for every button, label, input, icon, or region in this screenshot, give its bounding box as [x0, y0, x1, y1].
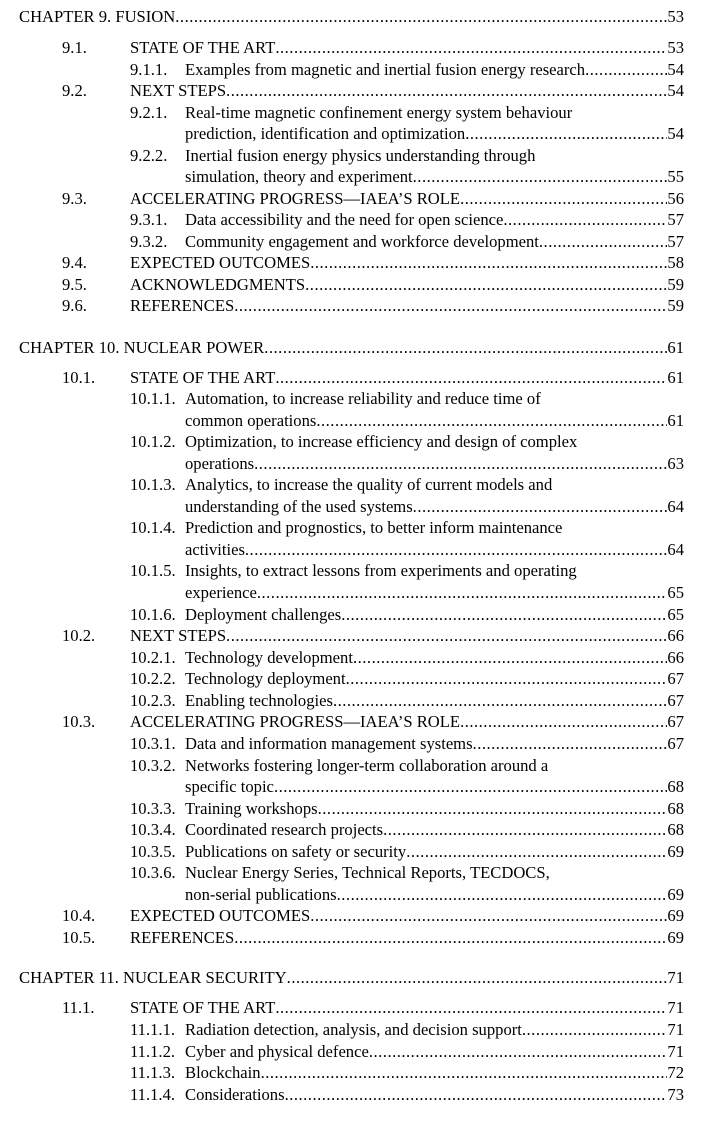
toc-entry-title: Insights, to extract lessons from experiments and operating	[185, 561, 577, 580]
toc-leader-dots	[234, 295, 667, 317]
toc-entry-title: ACCELERATING PROGRESS—IAEA’S ROLE	[130, 189, 461, 208]
toc-leader-dots	[413, 496, 668, 518]
toc-section-number: 10.2.3.	[130, 691, 176, 710]
toc-leader-dots	[261, 1062, 668, 1084]
toc-section-number: 10.1.1.	[130, 389, 176, 408]
toc-leader-dots	[226, 80, 667, 102]
toc-section-number: 11.1.2.	[130, 1042, 176, 1061]
toc-page-number: 68	[667, 777, 684, 796]
toc-entry[interactable]	[130, 927, 684, 949]
toc-page-number: 57	[667, 232, 684, 251]
toc-entry-title: experience	[185, 583, 257, 602]
toc-entry[interactable]	[185, 582, 684, 604]
toc-entry-title: ACKNOWLEDGMENTS	[130, 275, 306, 294]
toc-leader-dots	[473, 733, 668, 755]
toc-leader-dots	[275, 997, 667, 1019]
toc-entry-title: CHAPTER 11. NUCLEAR SECURITY	[19, 968, 287, 987]
toc-entry-title: REFERENCES	[130, 928, 235, 947]
toc-section-number: 10.3.1.	[130, 734, 176, 753]
toc-page-number: 67	[667, 669, 684, 688]
toc-entry[interactable]	[130, 252, 684, 274]
toc-leader-dots	[275, 367, 667, 389]
toc-page-number: 59	[667, 296, 684, 315]
toc-entry[interactable]	[185, 647, 684, 669]
toc-entry[interactable]	[130, 80, 684, 102]
toc-section-number: 10.3.3.	[130, 799, 176, 818]
toc-section-number: 9.3.2.	[130, 232, 168, 251]
toc-section-number: 9.2.2.	[130, 146, 168, 165]
toc-leader-dots	[539, 231, 668, 253]
toc-section-number: 10.3.5.	[130, 842, 176, 861]
toc-entry-title: CHAPTER 10. NUCLEAR POWER	[19, 338, 265, 357]
toc-page-number: 65	[667, 605, 684, 624]
toc-entry-title: STATE OF THE ART	[130, 368, 276, 387]
toc-leader-dots	[316, 410, 667, 432]
toc-entry-title: common operations	[185, 411, 317, 430]
toc-page-number: 67	[667, 734, 684, 753]
toc-entry-title: Radiation detection, analysis, and decision support	[185, 1020, 522, 1039]
toc-page-number: 53	[667, 7, 684, 26]
toc-page-number: 65	[667, 583, 684, 602]
toc-entry[interactable]	[130, 905, 684, 927]
toc-section-number: 10.3.6.	[130, 863, 176, 882]
toc-entry-title: Training workshops	[185, 799, 318, 818]
toc-entry-title: Blockchain	[185, 1063, 261, 1082]
toc-section-number: 11.1.4.	[130, 1085, 176, 1104]
toc-section-number: 10.1.6.	[130, 605, 176, 624]
toc-leader-dots	[254, 453, 667, 475]
toc-chapter-entry[interactable]	[19, 337, 684, 359]
toc-entry[interactable]	[130, 274, 684, 296]
toc-entry-title: Publications on safety or security	[185, 842, 407, 861]
toc-page-number: 71	[667, 968, 684, 987]
toc-page-number: 59	[667, 275, 684, 294]
toc-entry[interactable]	[185, 1062, 684, 1084]
toc-section-number: 9.6.	[62, 296, 87, 315]
toc-section-number: 9.1.1.	[130, 60, 168, 79]
toc-leader-dots	[503, 209, 667, 231]
toc-chapter-entry[interactable]	[19, 967, 684, 989]
toc-section-number: 9.4.	[62, 253, 87, 272]
toc-page-number: 72	[667, 1063, 684, 1082]
toc-leader-dots	[226, 625, 667, 647]
toc-page-number: 61	[667, 338, 684, 357]
toc-section-number: 10.1.	[62, 368, 96, 387]
toc-leader-dots	[305, 274, 667, 296]
toc-page-number: 68	[667, 799, 684, 818]
toc-entry-title: Optimization, to increase efficiency and design of complex	[185, 432, 578, 451]
toc-leader-dots	[460, 711, 667, 733]
toc-section-number: 9.1.	[62, 38, 87, 57]
toc-entry-title: EXPECTED OUTCOMES	[130, 253, 311, 272]
toc-page-number: 64	[667, 540, 684, 559]
toc-section-number: 10.5.	[62, 928, 96, 947]
toc-entry[interactable]	[185, 1041, 684, 1063]
toc-entry-title: Cyber and physical defence	[185, 1042, 369, 1061]
toc-page-number: 68	[667, 820, 684, 839]
toc-entry[interactable]	[185, 776, 684, 798]
toc-entry-title: Technology development	[185, 648, 353, 667]
toc-entry-title: prediction, identification and optimization	[185, 124, 466, 143]
toc-page-number: 71	[667, 1020, 684, 1039]
toc-page-number: 71	[667, 1042, 684, 1061]
toc-page-number: 66	[667, 648, 684, 667]
toc-entry-title: understanding of the used systems	[185, 497, 413, 516]
toc-entry[interactable]	[185, 209, 684, 231]
toc-entry[interactable]	[185, 231, 684, 253]
toc-page-number: 61	[667, 411, 684, 430]
toc-section-number: 11.1.1.	[130, 1020, 176, 1039]
toc-section-number: 9.3.1.	[130, 210, 168, 229]
toc-page-number: 54	[667, 81, 684, 100]
toc-leader-dots	[257, 582, 668, 604]
toc-entry[interactable]	[185, 166, 684, 188]
toc-page-number: 69	[667, 842, 684, 861]
toc-section-number: 10.2.2.	[130, 669, 176, 688]
toc-page-number: 69	[667, 885, 684, 904]
toc-entry[interactable]	[185, 496, 684, 518]
toc-leader-dots	[310, 905, 667, 927]
toc-entry-title: STATE OF THE ART	[130, 38, 276, 57]
toc-entry[interactable]	[185, 59, 684, 81]
toc-leader-dots	[274, 776, 667, 798]
toc-page-number: 56	[667, 189, 684, 208]
toc-section-number: 10.1.4.	[130, 518, 176, 537]
toc-entry-title: ACCELERATING PROGRESS—IAEA’S ROLE	[130, 712, 461, 731]
toc-entry-title: Considerations	[185, 1085, 285, 1104]
toc-leader-dots	[406, 841, 667, 863]
toc-section-number: 10.3.4.	[130, 820, 176, 839]
toc-entry[interactable]	[130, 625, 684, 647]
toc-leader-dots	[522, 1019, 668, 1041]
toc-entry[interactable]	[185, 604, 684, 626]
toc-entry-title: activities	[185, 540, 245, 559]
toc-entry-title: Data accessibility and the need for open science	[185, 210, 504, 229]
toc-section-number: 9.2.	[62, 81, 87, 100]
toc-entry[interactable]	[130, 997, 684, 1019]
toc-leader-dots	[275, 37, 667, 59]
toc-leader-dots	[383, 819, 667, 841]
toc-page-number: 58	[667, 253, 684, 272]
toc-entry[interactable]	[185, 388, 541, 410]
toc-entry-title: Technology deployment	[185, 669, 346, 688]
toc-leader-dots	[264, 337, 667, 359]
toc-leader-dots	[346, 668, 668, 690]
toc-page-number: 55	[667, 167, 684, 186]
toc-leader-dots	[310, 252, 667, 274]
toc-entry-title: Coordinated research projects	[185, 820, 384, 839]
toc-section-number: 10.1.5.	[130, 561, 176, 580]
toc-entry[interactable]	[185, 841, 684, 863]
toc-leader-dots	[234, 927, 667, 949]
toc-entry[interactable]	[185, 733, 684, 755]
toc-entry-title: Analytics, to increase the quality of current models and	[185, 475, 553, 494]
toc-page-number: 66	[667, 626, 684, 645]
toc-entry[interactable]	[185, 517, 562, 539]
toc-entry-title: STATE OF THE ART	[130, 998, 276, 1017]
toc-section-number: 10.4.	[62, 906, 96, 925]
toc-leader-dots	[287, 967, 668, 989]
toc-entry-title: simulation, theory and experiment	[185, 167, 413, 186]
toc-entry-title: specific topic	[185, 777, 274, 796]
toc-leader-dots	[341, 604, 667, 626]
toc-page-number: 67	[667, 712, 684, 731]
toc-section-number: 10.3.2.	[130, 756, 176, 775]
toc-section-number: 10.1.2.	[130, 432, 176, 451]
toc-entry-title: non-serial publications	[185, 885, 337, 904]
toc-page-number: 61	[667, 368, 684, 387]
toc-entry[interactable]	[185, 884, 684, 906]
toc-entry[interactable]	[130, 367, 684, 389]
toc-page-number: 67	[667, 691, 684, 710]
toc-page-number: 69	[667, 906, 684, 925]
toc-leader-dots	[465, 123, 667, 145]
toc-entry[interactable]	[185, 798, 684, 820]
toc-page-number: 69	[667, 928, 684, 947]
toc-page-number: 57	[667, 210, 684, 229]
toc-section-number: 10.1.3.	[130, 475, 176, 494]
toc-entry-title: EXPECTED OUTCOMES	[130, 906, 311, 925]
toc-page-number: 54	[667, 60, 684, 79]
toc-entry-title: operations	[185, 454, 255, 473]
toc-leader-dots	[369, 1041, 668, 1063]
toc-leader-dots	[585, 59, 667, 81]
toc-leader-dots	[175, 6, 667, 28]
toc-section-number: 9.5.	[62, 275, 87, 294]
toc-entry[interactable]	[185, 862, 550, 884]
toc-entry-title: Real-time magnetic confinement energy system behaviour	[185, 103, 573, 122]
toc-leader-dots	[460, 188, 667, 210]
toc-entry-title: Community engagement and workforce development	[185, 232, 539, 251]
toc-entry[interactable]	[130, 188, 684, 210]
toc-entry-title: CHAPTER 9. FUSION	[19, 7, 176, 26]
toc-entry[interactable]	[185, 819, 684, 841]
toc-entry-title: NEXT STEPS	[130, 626, 227, 645]
toc-section-number: 11.1.3.	[130, 1063, 176, 1082]
toc-section-number: 10.2.	[62, 626, 96, 645]
toc-entry-title: Data and information management systems	[185, 734, 473, 753]
toc-entry-title: Automation, to increase reliability and reduce time of	[185, 389, 541, 408]
toc-entry[interactable]	[185, 474, 552, 496]
toc-section-number: 10.3.	[62, 712, 96, 731]
toc-section-number: 11.1.	[62, 998, 95, 1017]
toc-entry[interactable]	[185, 539, 684, 561]
toc-entry-title: Networks fostering longer-term collaboration around a	[185, 756, 549, 775]
toc-page-number: 54	[667, 124, 684, 143]
toc-leader-dots	[318, 798, 668, 820]
toc-page-number: 63	[667, 454, 684, 473]
toc-entry[interactable]	[185, 755, 548, 777]
toc-entry[interactable]	[185, 1019, 684, 1041]
toc-entry[interactable]	[185, 690, 684, 712]
toc-entry[interactable]	[185, 145, 535, 167]
toc-section-number: 9.3.	[62, 189, 87, 208]
toc-entry[interactable]	[130, 37, 684, 59]
toc-leader-dots	[353, 647, 667, 669]
toc-entry[interactable]	[185, 1084, 684, 1106]
toc-entry[interactable]	[185, 410, 684, 432]
toc-leader-dots	[337, 884, 668, 906]
toc-page-number: 53	[667, 38, 684, 57]
toc-entry-title: Inertial fusion energy physics understanding through	[185, 146, 536, 165]
toc-entry[interactable]	[185, 431, 577, 453]
toc-entry[interactable]	[185, 560, 577, 582]
toc-entry-title: NEXT STEPS	[130, 81, 227, 100]
toc-entry-title: Examples from magnetic and inertial fusion energy research	[185, 60, 586, 79]
toc-entry-title: Nuclear Energy Series, Technical Reports, TECDOCS,	[185, 863, 550, 882]
toc-entry[interactable]	[185, 668, 684, 690]
toc-entry-title: REFERENCES	[130, 296, 235, 315]
toc-leader-dots	[413, 166, 668, 188]
toc-entry-title: Enabling technologies	[185, 691, 333, 710]
toc-leader-dots	[285, 1084, 668, 1106]
toc-section-number: 10.2.1.	[130, 648, 176, 667]
toc-entry[interactable]	[185, 102, 572, 124]
toc-entry[interactable]	[130, 295, 684, 317]
toc-entry-title: Deployment challenges	[185, 605, 342, 624]
toc-page-number: 71	[667, 998, 684, 1017]
toc-entry-title: Prediction and prognostics, to better inform maintenance	[185, 518, 563, 537]
toc-entry[interactable]	[130, 711, 684, 733]
toc-leader-dots	[245, 539, 668, 561]
toc-entry[interactable]	[185, 123, 684, 145]
toc-page-number: 73	[667, 1085, 684, 1104]
toc-leader-dots	[333, 690, 667, 712]
toc-page-number: 64	[667, 497, 684, 516]
toc-section-number: 9.2.1.	[130, 103, 168, 122]
toc-entry[interactable]	[185, 453, 684, 475]
toc-chapter-entry[interactable]	[19, 6, 684, 28]
